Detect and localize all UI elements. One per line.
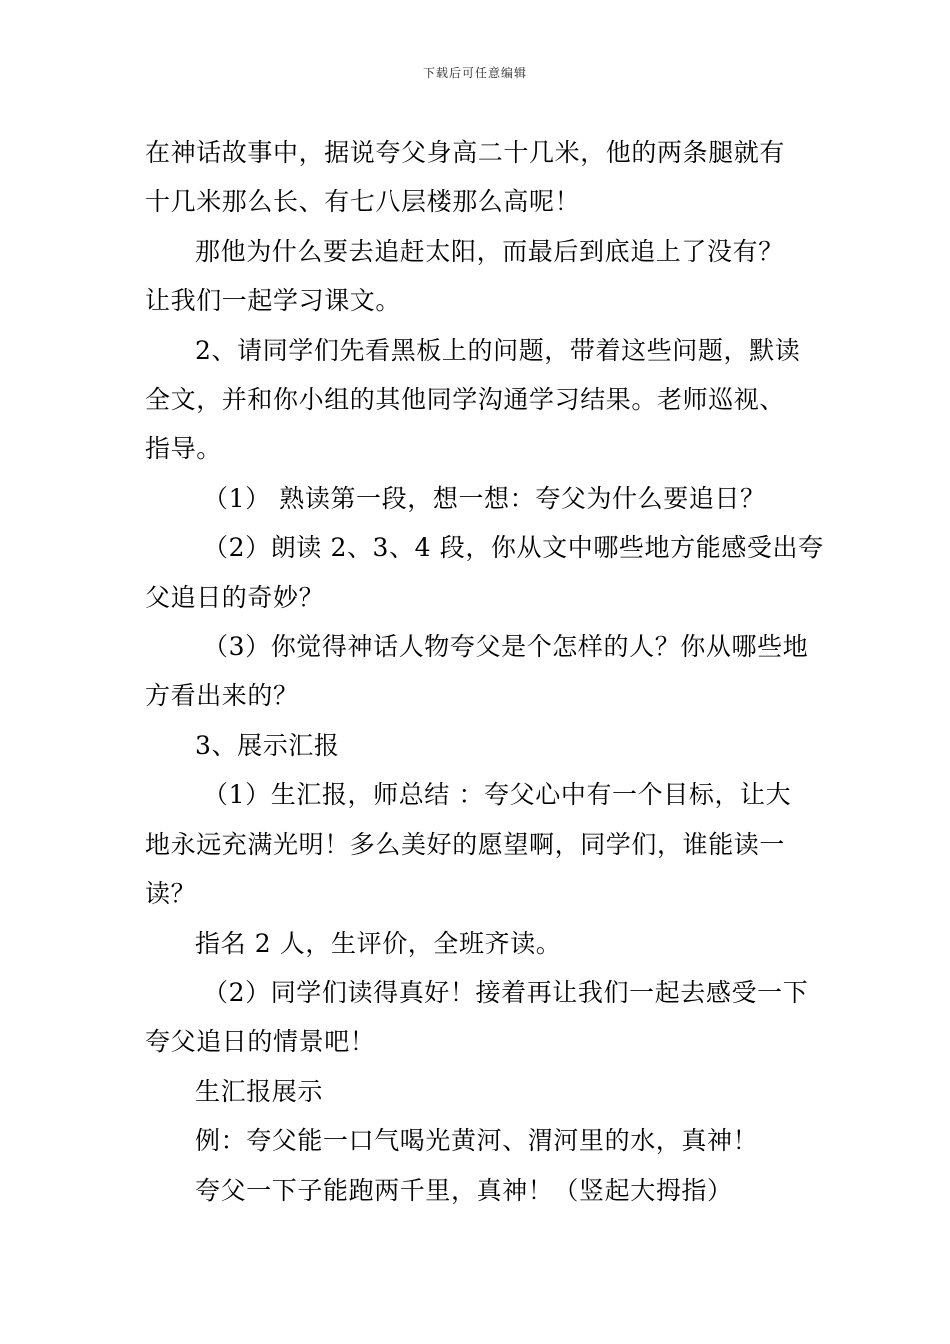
paragraph-line: 让我们一起学习课文。 [145, 286, 402, 316]
paragraph-line: 2、请同学们先看黑板上的问题，带着这些问题，默读 [195, 335, 801, 365]
paragraph-line: 父追日的奇妙？ [145, 582, 325, 612]
paragraph-line: 全文，并和你小组的其他同学沟通学习结果。老师巡视、 [145, 385, 786, 415]
paragraph-line: 指导。 [145, 434, 222, 464]
paragraph-line: 夸父追日的情景吧！ [145, 1027, 376, 1057]
paragraph-line: 在神话故事中，据说夸父身高二十几米，他的两条腿就有 [145, 138, 786, 167]
paragraph-line: 十几米那么长、有七八层楼那么高呢！ [145, 187, 581, 217]
paragraph-line: 生汇报展示 [195, 1076, 324, 1106]
paragraph-line: 例：夸父能一口气喝光黄河、渭河里的水，真神！ [195, 1126, 759, 1156]
paragraph-line: 那他为什么要去追赶太阳，而最后到底追上了没有？ [195, 236, 784, 266]
paragraph-line: （2）同学们读得真好！接着再让我们一起去感受一下 [203, 977, 809, 1007]
paragraph-line: 地永远充满光明！多么美好的愿望啊，同学们，谁能读一 [145, 829, 786, 859]
paragraph-line: 3、展示汇报 [195, 730, 340, 760]
paragraph-line: 夸父一下子能跑两千里，真神！（竖起大拇指） [195, 1175, 733, 1205]
document-body [145, 128, 824, 1215]
paragraph-line: （1）生汇报，师总结 ：夸父心中有一个目标，让大 [203, 780, 792, 810]
page-header: 下载后可任意编辑 [422, 66, 527, 80]
paragraph-line: 读？ [145, 879, 197, 909]
paragraph-line: （3）你觉得神话人物夸父是个怎样的人？你从哪些地 [203, 632, 809, 662]
paragraph-line: （1） 熟读第一段，想一想：夸父为什么要追日？ [203, 483, 766, 513]
paragraph-line: 方看出来的？ [145, 681, 299, 711]
paragraph-line: （2）朗读 2、3、4 段，你从文中哪些地方能感受出夸 [203, 533, 824, 563]
paragraph-line: 指名 2 人，生评价，全班齐读。 [195, 928, 562, 958]
